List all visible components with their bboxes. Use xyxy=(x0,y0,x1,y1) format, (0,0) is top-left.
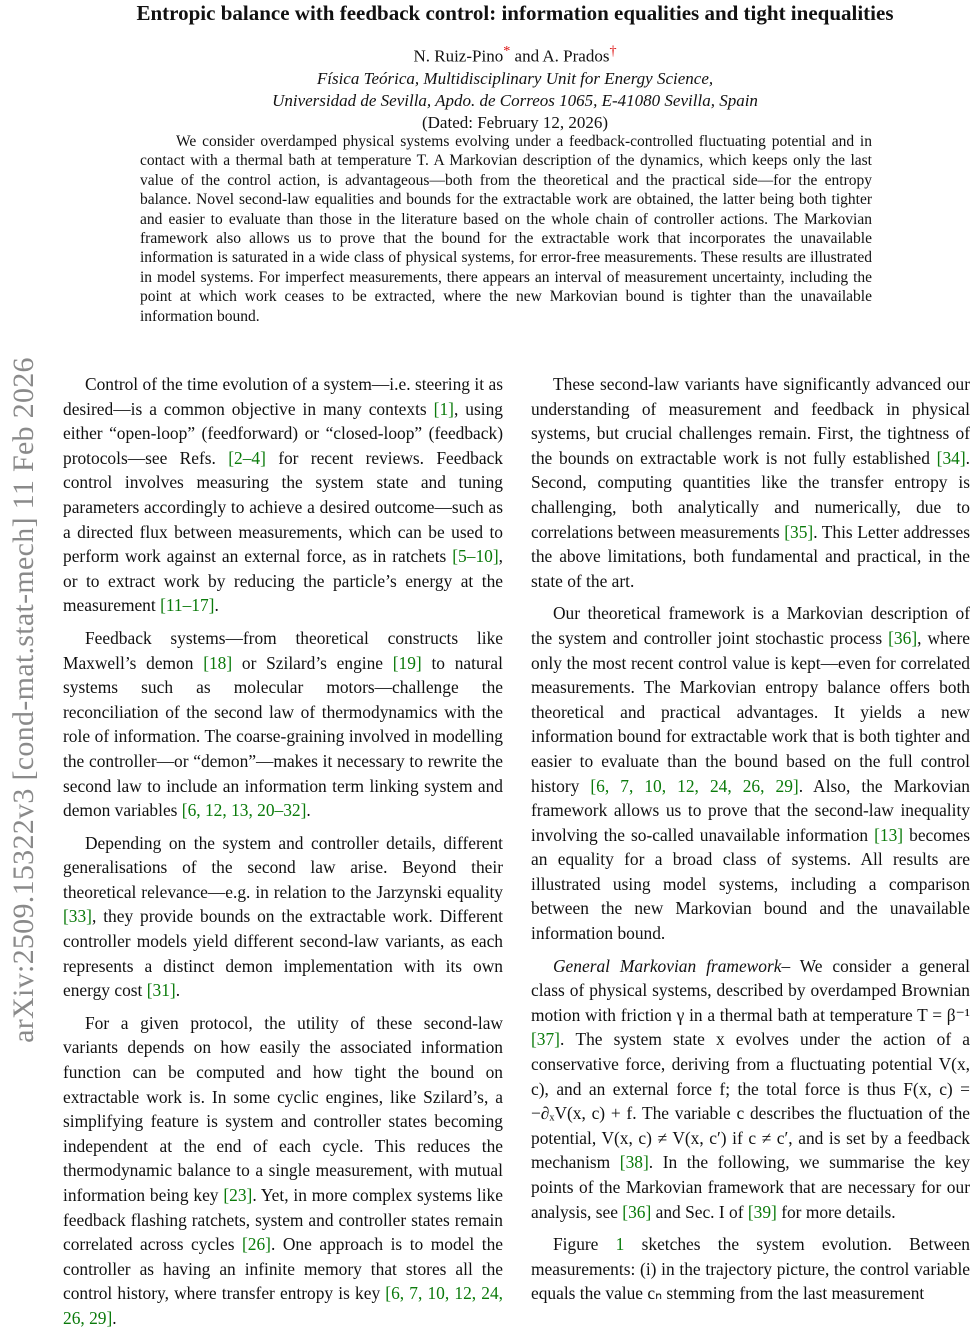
citation-link[interactable]: [39] xyxy=(747,1201,777,1222)
citation-link[interactable]: [34] xyxy=(936,447,966,468)
citation-link[interactable]: [11–17] xyxy=(160,595,215,616)
paragraph xyxy=(63,831,503,1003)
text-run: Feedback systems—from theoretical constructs like Maxwell’s demon xyxy=(63,627,503,673)
text-run: Control of the time evolution of a system—i.e. steering it as desired—is a common objective in many contexts xyxy=(63,374,503,419)
text-run: , or to extract work by reducing the particle’s energy at the measurement xyxy=(63,546,503,616)
text-run: . xyxy=(175,980,181,1001)
author-block xyxy=(60,40,970,134)
citation-link[interactable]: [35] xyxy=(784,521,814,542)
text-run: We consider a general class of physical systems, described by overdamped Brownian motion with friction γ in a thermal bath at temperature T = β⁻¹ xyxy=(531,955,970,1025)
citation-link[interactable]: [13] xyxy=(874,824,904,845)
text-run: . Yet, in more complex systems like feedback flashing ratchets, system and controller states remain correlated across cycles xyxy=(63,1185,503,1255)
text-run: to natural systems such as molecular motors—challenge the reconciliation of the second law of thermodynamics with the role of information. The coarse-graining involved in modelling the controller—or “demon”—makes it necessary to rewrite the second law to include an information term linking system and demon variables xyxy=(63,652,503,821)
paragraph xyxy=(63,626,503,823)
citation-link[interactable]: [36] xyxy=(622,1201,652,1222)
text-run: . The system state x evolves under the action of a conservative force, deriving from a fluctuating potential V(x, c), and an external force f; the total force is thus F(x, c) = −∂ₓV(x, c) + f. The variable c describes the fluctuation of the potential, V(x, c) ≠ V(x, c′) if c ≠ c′, and is set by a feedback mechanism xyxy=(531,1029,970,1173)
citation-link[interactable]: [36] xyxy=(888,627,918,648)
text-run: . One approach is to model the controller as having an infinite memory that stores all the control history, where transfer entropy is key xyxy=(63,1234,504,1304)
text-run: . xyxy=(214,595,219,616)
author-1: N. Ruiz-Pino xyxy=(413,46,504,66)
author-line xyxy=(60,40,970,68)
citation-link[interactable]: 1 xyxy=(615,1234,625,1255)
footnote-mark-1[interactable]: * xyxy=(503,43,511,59)
paragraph xyxy=(63,372,503,618)
left-column xyxy=(63,372,504,1328)
citation-link[interactable]: [23] xyxy=(223,1185,253,1205)
dated-line: (Dated: February 12, 2026) xyxy=(421,112,608,132)
paragraph xyxy=(531,954,970,1225)
citation-link[interactable]: [2–4] xyxy=(228,447,266,468)
paragraph xyxy=(531,372,970,593)
text-run: . Second, computing quantities like the transfer entropy is challenging, both analytically and numerically, due to correlations between measurements xyxy=(531,447,970,542)
text-run: . xyxy=(112,1307,117,1328)
citation-link[interactable]: [19] xyxy=(392,652,422,673)
text-run: . This Letter addresses the above limitations, both fundamental and practical, in the state of the art. xyxy=(531,521,970,591)
text-run: Figure xyxy=(553,1234,616,1255)
citation-link[interactable]: [37] xyxy=(531,1029,560,1050)
text-run: . Also, the Markovian framework allows us to prove that the second-law inequality involving the so-called unavailable information xyxy=(531,775,970,845)
text-run: for more details. xyxy=(776,1201,896,1222)
citation-link[interactable]: [6, 7, 10, 12, 24, 26, 29] xyxy=(63,1283,504,1328)
text-run: These second-law variants have significantly advanced our understanding of measurement and feedback in physical systems, but crucial challenges remain. First, the tightness of the bounds on extractable work is not fully established xyxy=(531,374,970,468)
paragraph xyxy=(531,1232,970,1306)
text-run: . In the following, we summarise the key points of the Markovian framework that are necessary for our analysis, see xyxy=(531,1152,970,1222)
text-run: For a given protocol, the utility of these second-law variants depends on how easily the associated information function can be computed and how tight the bound on extractable work is. In some cyclic engines, like Szilard’s, a simplifying feature is system and controller states becoming independent at the end of each cycle. This reduces the thermodynamic balance to a single measurement, with mutual information being key xyxy=(63,1012,503,1205)
text-run: or Szilard’s engine xyxy=(232,652,393,673)
citation-link[interactable]: [5–10] xyxy=(452,546,499,567)
text-run: Our theoretical framework is a Markovian description of the system and controller joint stochastic process xyxy=(531,603,970,648)
paragraph xyxy=(531,601,970,945)
abstract: We consider overdamped physical systems evolving under a feedback-controlled fluctuating potential and in contact with a thermal bath at temperature T. A Markovian description of the dynamics, which keeps only the last value of the control action, is advantageous—both from the theoretical and the practical side—for the entropy balance. Novel second-law equalities and bounds for the extractable work are obtained, the latter being both tighter and easier to evaluate than those in the literature based on the whole chain of controller actions. The Markovian framework also allows us to prove that the bound for the extractable work that incorporates the unavailable information is saturated in a wide class of physical systems, for error-free measurements. These results are illustrated in model systems. For imperfect measurements, there appears an interval of measurement uncertainty, including the point at which work ceases to be extracted, where the new Markovian bound is tighter than the unavailable information bound. xyxy=(140,133,872,325)
footnote-mark-2[interactable]: † xyxy=(609,43,617,59)
arxiv-sidebar-stamp xyxy=(0,205,48,1195)
text-run: becomes an equality for a broad class of systems. All results are illustrated using model systems, including a comparison between the new Markovian bound and the unavailable information bound. xyxy=(531,824,970,944)
affiliation-line-2: Universidad de Sevilla, Apdo. de Correos 1065, E-41080 Sevilla, Spain xyxy=(272,90,758,110)
citation-link[interactable]: [6, 12, 13, 20–32] xyxy=(181,800,307,821)
citation-link[interactable]: [31] xyxy=(146,980,176,1001)
affiliation-line-1: Física Teórica, Multidisciplinary Unit for Energy Science, xyxy=(316,68,714,88)
author-conjunction: and xyxy=(510,46,543,66)
paragraph xyxy=(63,1011,503,1331)
citation-link[interactable]: [18] xyxy=(203,652,233,673)
text-run: , where only the most recent control value is kept—even for correlated measurements. The Markovian entropy balance offers both theoretical and practical advantages. It yields a new information bound for extractable work that is both tighter and easier to evaluate than the bound based on the full control history xyxy=(531,627,970,796)
text-run: . xyxy=(306,800,311,821)
text-run: sketches the system evolution. Between measurements: (i) in the trajectory picture, the control variable equals the value cₙ stemming from the last measurement xyxy=(531,1234,970,1304)
author-2: A. Prados xyxy=(542,46,610,66)
text-run: , using either “open-loop” (feedforward) or “closed-loop” (feedback) protocols—see Refs. xyxy=(63,398,503,468)
citation-link[interactable]: [38] xyxy=(619,1152,649,1173)
paper-title: Entropic balance with feedback control: information equalities and tight inequalities xyxy=(136,1,894,25)
section-runin-heading: General Markovian framework– xyxy=(553,955,791,976)
citation-link[interactable]: [6, 7, 10, 12, 24, 26, 29] xyxy=(590,775,799,796)
text-run: for recent reviews. Feedback control involves measuring the system state and tuning parameters accordingly to achieve a desired outcome—such as a directed flux between measurements, which can be used to perform work against an external force, as in ratchets xyxy=(63,447,503,567)
citation-link[interactable]: [33] xyxy=(63,906,92,927)
right-column xyxy=(531,372,970,1304)
text-run: , they provide bounds on the extractable work. Different controller models yield different second-law variants, as each represents a distinct demon implementation with its own energy cost xyxy=(63,906,503,1001)
citation-link[interactable]: [26] xyxy=(242,1234,271,1255)
text-run: and Sec. I of xyxy=(651,1201,748,1222)
text-run: Depending on the system and controller details, different generalisations of the second law arise. Beyond their theoretical relevance—e.g. in relation to the Jarzynski equality xyxy=(63,832,503,902)
citation-link[interactable]: [1] xyxy=(433,398,454,419)
arxiv-id: arXiv:2509.15322v3 [cond-mat.stat-mech] 11 Feb 2026 xyxy=(7,357,40,1043)
